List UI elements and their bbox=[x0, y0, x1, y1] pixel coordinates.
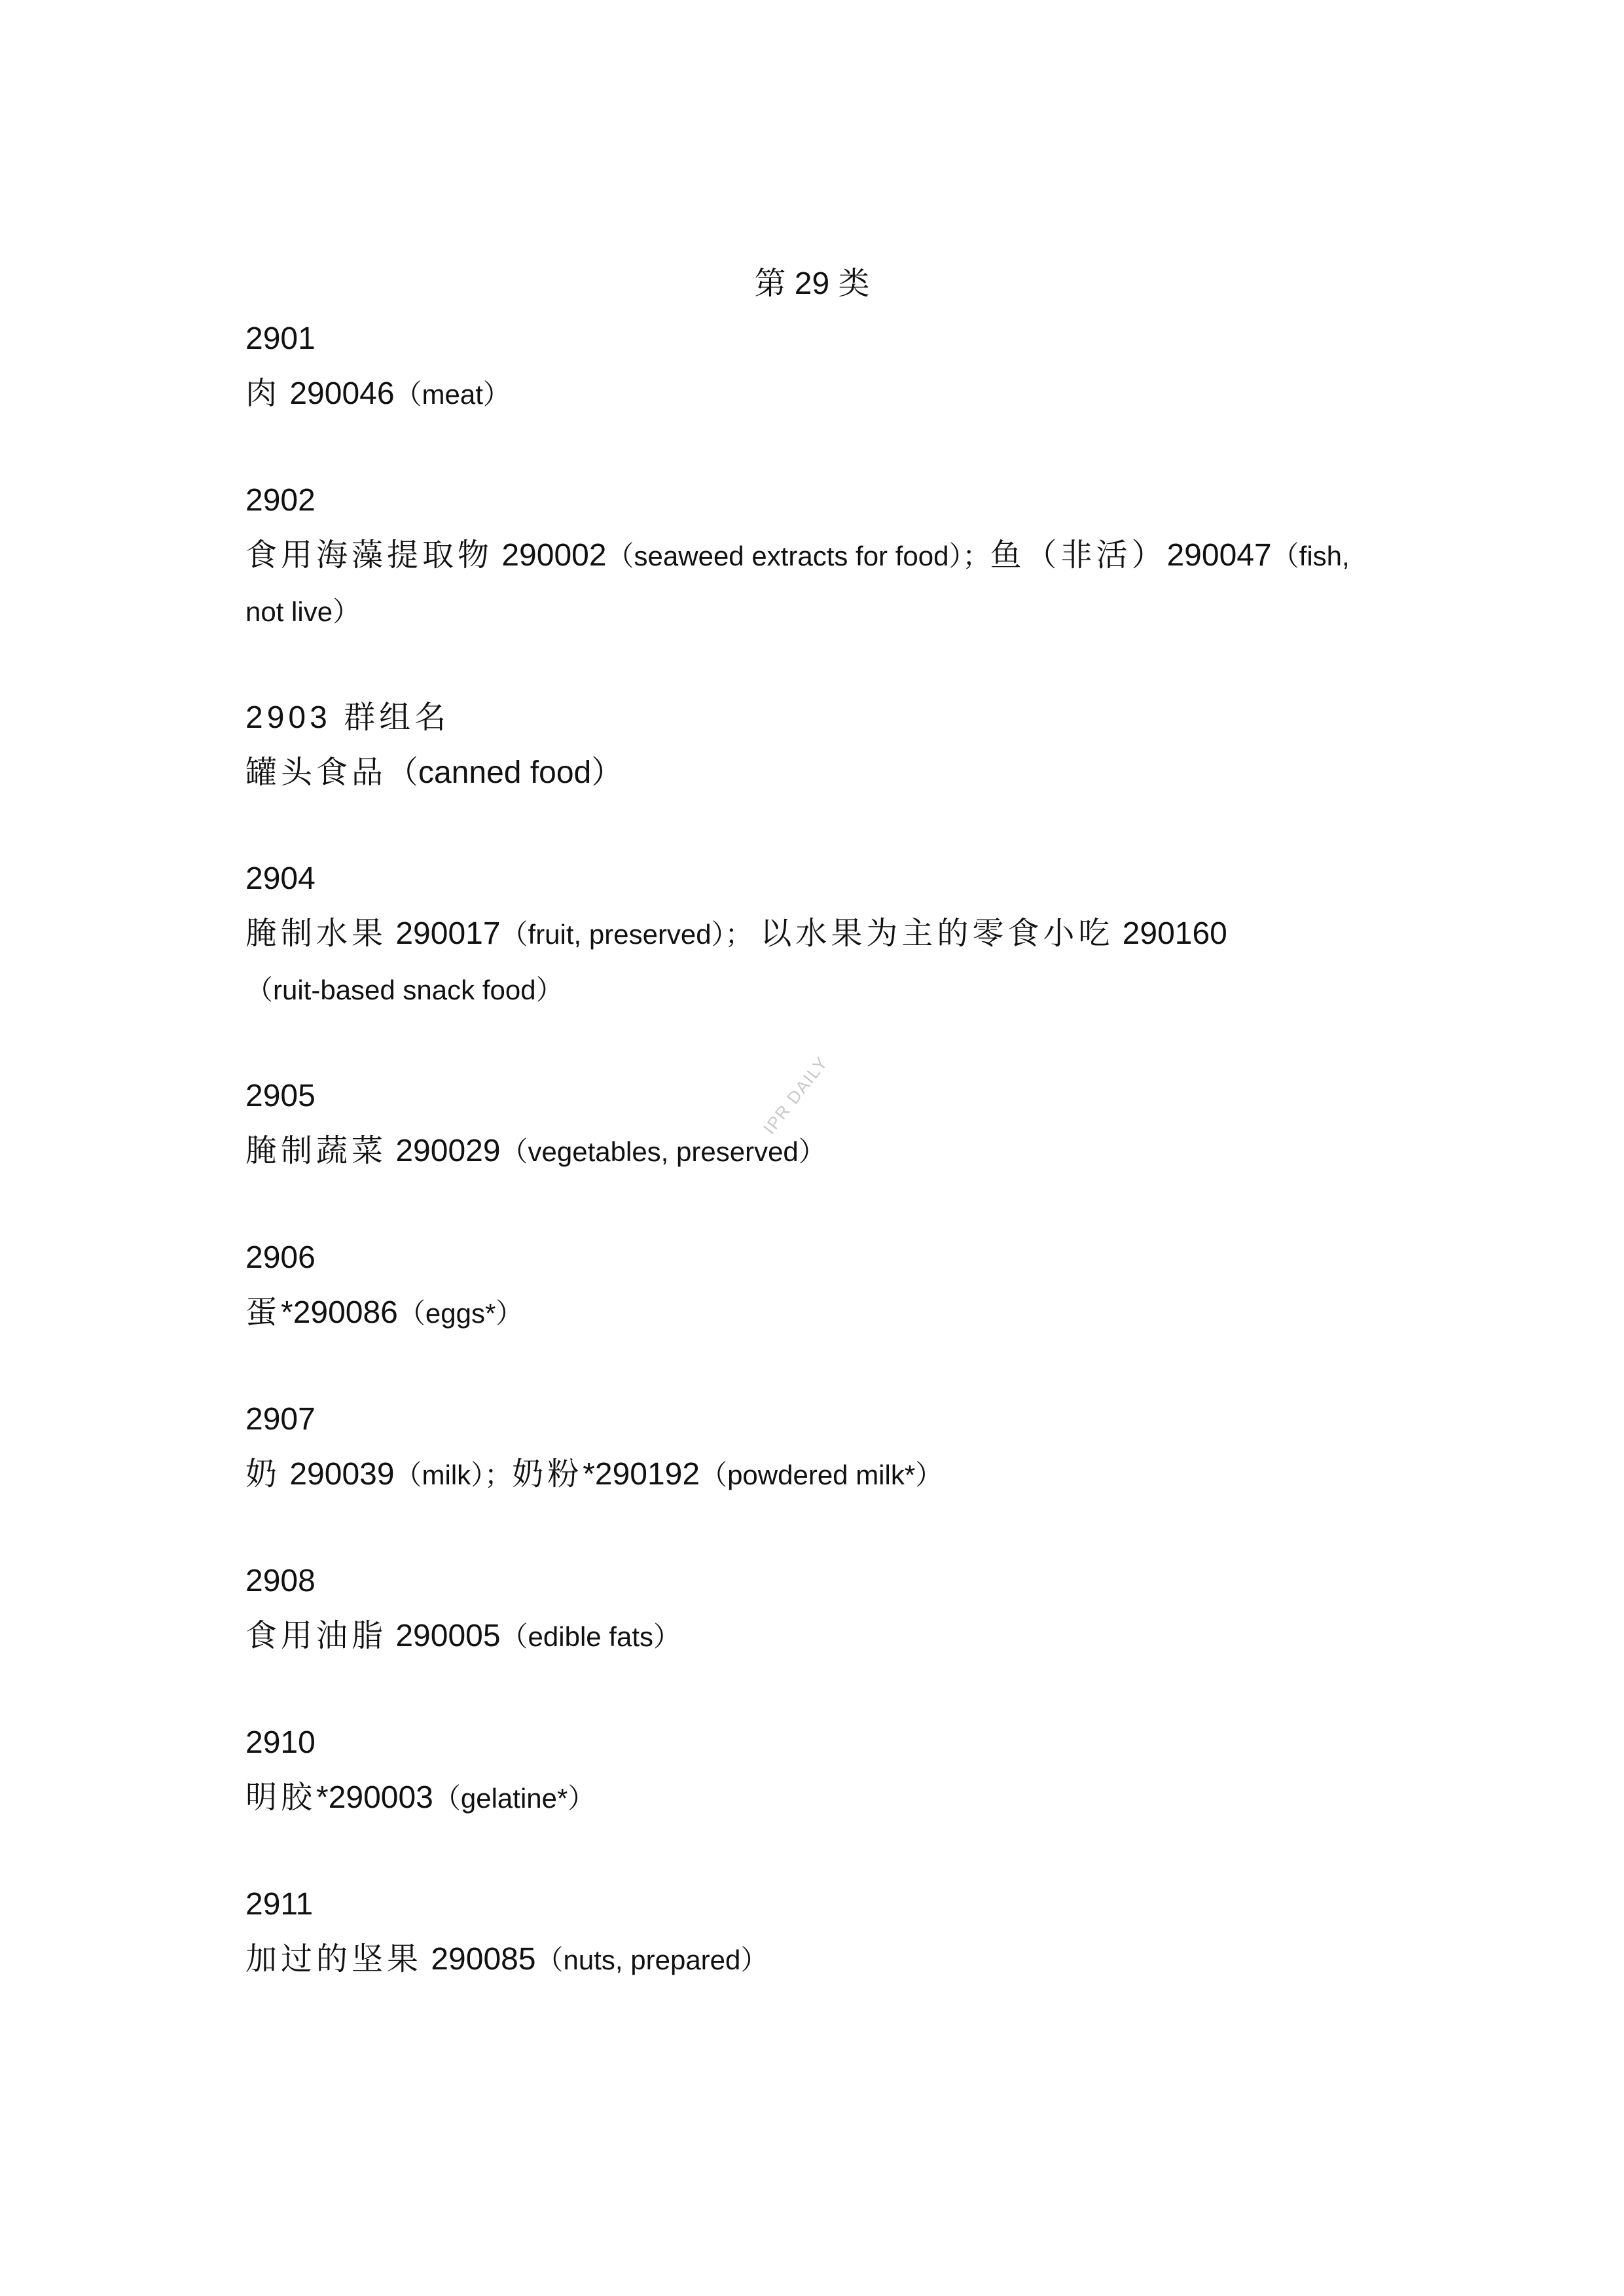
item-number: 290085 bbox=[422, 1942, 536, 1977]
item-en: （gelatine*） bbox=[433, 1783, 596, 1814]
group-2908 bbox=[245, 1554, 1384, 1664]
item-en: （canned food） bbox=[387, 755, 623, 790]
item-number: *290086 bbox=[281, 1295, 398, 1330]
group-items bbox=[245, 1609, 1384, 1664]
item-en: （ruit-based snack food） bbox=[245, 975, 564, 1005]
item-cn: 以水果为主的零食小吃 bbox=[760, 916, 1114, 951]
group-items bbox=[245, 1932, 1384, 1988]
group-code: 2902 bbox=[245, 483, 316, 518]
group-code: 2908 bbox=[245, 1564, 316, 1598]
group-code: 2910 bbox=[245, 1725, 316, 1760]
group-items bbox=[245, 367, 1384, 422]
group-code: 2911 bbox=[245, 1887, 314, 1922]
item-number: 290002 bbox=[493, 538, 607, 573]
group-2901 bbox=[245, 312, 1384, 422]
group-2910 bbox=[245, 1715, 1384, 1826]
group-code: 2903 群组名 bbox=[245, 700, 450, 735]
item-cn: 鱼（非活） bbox=[990, 538, 1167, 573]
item-cn: 腌制蔬菜 bbox=[245, 1134, 388, 1168]
item-number: 290017 bbox=[387, 916, 501, 951]
group-code: 2905 bbox=[245, 1079, 316, 1113]
group-2911 bbox=[245, 1877, 1384, 1988]
item-en: （eggs*） bbox=[397, 1298, 524, 1329]
page-title: 第 29 类 bbox=[754, 266, 870, 301]
item-en: （fish, not live） bbox=[245, 541, 1350, 627]
group-2903 bbox=[245, 691, 1384, 800]
item-en: （meat） bbox=[394, 379, 511, 410]
group-items bbox=[245, 1447, 1384, 1503]
class-list bbox=[245, 312, 1384, 2039]
group-2907 bbox=[245, 1392, 1384, 1503]
item-en: （fruit, preserved）； bbox=[500, 919, 761, 950]
item-number: 290039 bbox=[281, 1457, 395, 1492]
group-2906 bbox=[245, 1230, 1384, 1341]
item-cn: 食用海藻提取物 bbox=[245, 538, 494, 573]
item-cn: 明胶 bbox=[245, 1780, 317, 1815]
item-cn: 食用油脂 bbox=[245, 1619, 388, 1653]
item-number: 290005 bbox=[387, 1619, 501, 1653]
group-code: 2901 bbox=[245, 321, 316, 356]
item-en: （nuts, prepared） bbox=[535, 1945, 768, 1975]
item-cn: 罐头食品 bbox=[245, 755, 388, 790]
group-code: 2906 bbox=[245, 1240, 316, 1275]
group-code: 2907 bbox=[245, 1402, 316, 1437]
item-number: 290047 bbox=[1166, 538, 1272, 573]
item-en: （powdered milk*） bbox=[700, 1460, 943, 1490]
group-items bbox=[245, 1124, 1384, 1179]
item-cn: 奶 bbox=[245, 1457, 281, 1492]
group-items bbox=[245, 745, 1384, 800]
item-number: 290046 bbox=[281, 376, 395, 411]
item-number: 290029 bbox=[387, 1134, 501, 1168]
item-cn: 加过的坚果 bbox=[245, 1942, 423, 1977]
group-items bbox=[245, 528, 1384, 639]
group-2904 bbox=[245, 852, 1384, 1018]
group-code: 2904 bbox=[245, 861, 316, 896]
item-number: 290160 bbox=[1113, 916, 1227, 951]
item-number: *290192 bbox=[583, 1457, 700, 1492]
item-number: *290003 bbox=[316, 1780, 433, 1815]
group-items bbox=[245, 1770, 1384, 1826]
item-en: （vegetables, preserved） bbox=[500, 1136, 826, 1167]
group-2902 bbox=[245, 473, 1384, 639]
item-en: （edible fats） bbox=[500, 1621, 681, 1652]
item-en: （seaweed extracts for food）； bbox=[606, 541, 990, 571]
item-cn: 腌制水果 bbox=[245, 916, 388, 951]
item-cn: 蛋 bbox=[245, 1295, 281, 1330]
item-cn: 肉 bbox=[245, 376, 281, 411]
item-en: （milk）； bbox=[394, 1460, 513, 1490]
item-cn: 奶粉 bbox=[512, 1457, 583, 1492]
group-items bbox=[245, 906, 1384, 1018]
group-items bbox=[245, 1285, 1384, 1341]
watermark: IPR DAILY bbox=[759, 1052, 832, 1138]
